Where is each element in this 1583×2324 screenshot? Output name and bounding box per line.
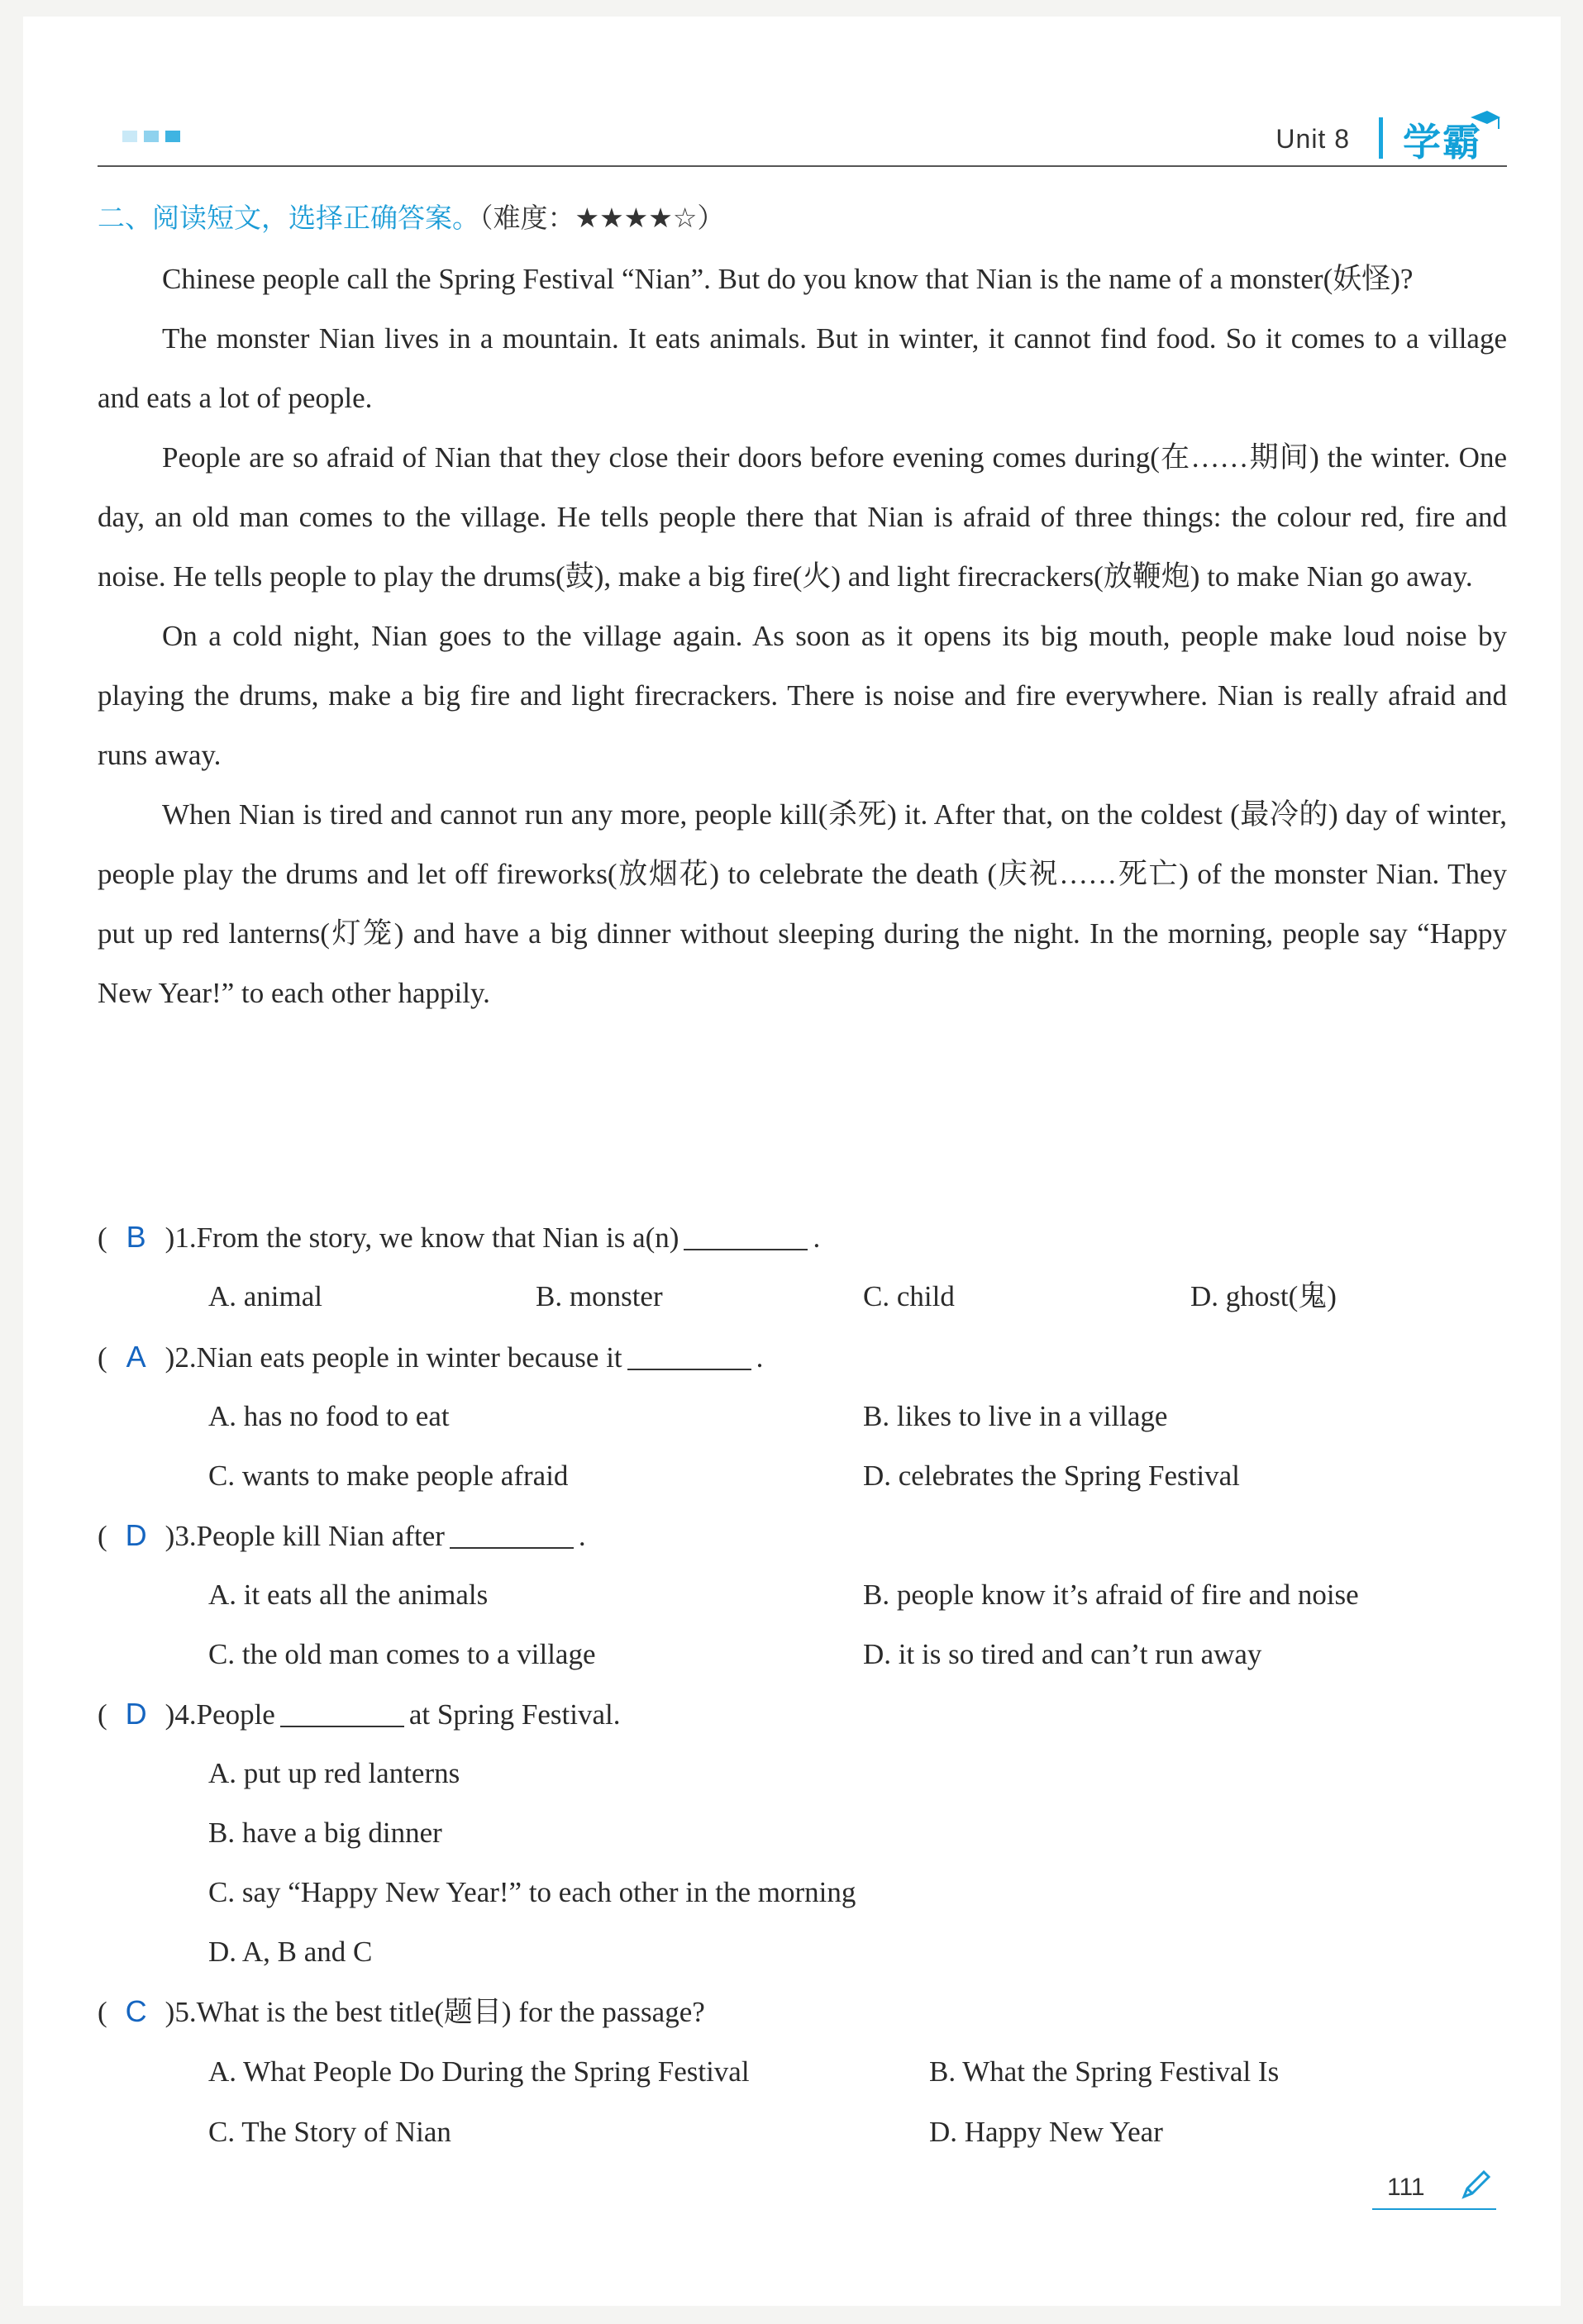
question-1: ( B )1.From the story, we know that Nian is a(n) .	[98, 1217, 820, 1259]
passage-paragraph: People are so afraid of Nian that they close their doors before evening comes during(在……期间) the winter. One day, an old man comes to the village. He tells people there that Nian is afraid of three things: the colour red, fire and noise. He tells people to play the drums(鼓), make a big fire(火) and light firecrackers(放鞭炮) to make Nian go away.	[98, 441, 1507, 593]
option-d[interactable]: D. celebrates the Spring Festival	[863, 1460, 1240, 1492]
header-decoration	[122, 131, 180, 142]
question-number: 1.	[174, 1222, 197, 1254]
section-title	[98, 197, 724, 236]
option-c[interactable]: C. wants to make people afraid	[208, 1460, 569, 1492]
answer-blank	[684, 1224, 808, 1250]
question-stem: Nian eats people in winter because it	[196, 1341, 622, 1374]
question-2: ( A )2.Nian eats people in winter because it .	[98, 1336, 763, 1379]
question-number: 3.	[174, 1520, 197, 1552]
answer-3[interactable]: D	[125, 1518, 147, 1552]
answer-blank	[627, 1344, 751, 1370]
question-5: ( C )5.What is the best title(题目) for the passage?	[98, 1991, 705, 2033]
workbook-page	[23, 17, 1561, 2306]
answer-2[interactable]: A	[126, 1340, 146, 1374]
question-number: 5.	[174, 1996, 197, 2028]
passage-paragraph: On a cold night, Nian goes to the village again. As soon as it opens its big mouth, people make loud noise by playing the drums, make a big fire and light firecrackers. There is noise and fire everywhere. Nian is really afraid and runs away.	[98, 620, 1507, 771]
option-a[interactable]: A. it eats all the animals	[208, 1579, 489, 1611]
question-number: 4.	[174, 1698, 197, 1731]
question-stem: From the story, we know that Nian is a(n)	[196, 1222, 679, 1254]
page-number: 111	[1387, 2174, 1425, 2201]
page-number-underline	[1372, 2208, 1496, 2210]
option-a[interactable]: A. animal	[208, 1280, 323, 1312]
option-b[interactable]: B. monster	[536, 1280, 663, 1312]
page-header	[98, 106, 1507, 167]
question-number: 2.	[174, 1341, 197, 1374]
answer-blank	[280, 1701, 404, 1727]
option-c[interactable]: C. say “Happy New Year!” to each other in the morning	[208, 1876, 856, 1908]
option-b[interactable]: B. likes to live in a village	[863, 1400, 1168, 1432]
option-a[interactable]: A. What People Do During the Spring Festival	[208, 2055, 750, 2088]
answer-5[interactable]: C	[125, 1994, 147, 2028]
answer-1[interactable]: B	[126, 1220, 146, 1254]
option-c[interactable]: C. the old man comes to a village	[208, 1638, 596, 1670]
unit-label: Unit 8	[1275, 124, 1350, 154]
question-stem: What is the best title(题目) for the passage?	[196, 1996, 705, 2028]
option-d[interactable]: D. A, B and C	[208, 1936, 373, 1968]
question-4: ( D )4.People at Spring Festival.	[98, 1693, 621, 1736]
option-d[interactable]: D. Happy New Year	[929, 2116, 1163, 2148]
graduation-cap-icon	[1469, 107, 1502, 132]
answer-4[interactable]: D	[125, 1697, 147, 1731]
reading-passage	[98, 250, 1507, 1023]
option-a[interactable]: A. has no food to eat	[208, 1400, 450, 1432]
answer-blank	[450, 1522, 574, 1549]
option-b[interactable]: B. have a big dinner	[208, 1817, 442, 1849]
question-3: ( D )3.People kill Nian after .	[98, 1515, 586, 1557]
passage-paragraph: When Nian is tired and cannot run any more, people kill(杀死) it. After that, on the coldest (最冷的) day of winter, people play the drums and let off fireworks(放烟花) to celebrate the death (庆祝……死亡) of the monster Nian. They put up red lanterns(灯笼) and have a big dinner without sleeping during the night. In the morning, people say “Happy New Year!” to each other happily.	[98, 798, 1507, 1009]
option-a[interactable]: A. put up red lanterns	[208, 1757, 460, 1789]
option-b[interactable]: B. What the Spring Festival Is	[929, 2055, 1280, 2088]
brand-divider	[1379, 117, 1383, 159]
pencil-icon	[1457, 2167, 1494, 2203]
section-title-text: 二、阅读短文，选择正确答案。	[98, 202, 479, 234]
option-d[interactable]: D. ghost(鬼)	[1190, 1280, 1337, 1312]
passage-paragraph: Chinese people call the Spring Festival “Nian”. But do you know that Nian is the name of a monster(妖怪)?	[162, 263, 1414, 295]
question-stem: People	[196, 1698, 275, 1731]
option-b[interactable]: B. people know it’s afraid of fire and noise	[863, 1579, 1359, 1611]
difficulty-rating: （难度：★★★★☆）	[479, 202, 725, 234]
option-c[interactable]: C. child	[863, 1280, 955, 1312]
option-c[interactable]: C. The Story of Nian	[208, 2116, 451, 2148]
brand-logo: 学霸	[1403, 120, 1482, 164]
passage-paragraph: The monster Nian lives in a mountain. It eats animals. But in winter, it cannot find food. So it comes to a village and eats a lot of people.	[98, 322, 1507, 414]
question-stem: People kill Nian after	[196, 1520, 445, 1552]
option-d[interactable]: D. it is so tired and can’t run away	[863, 1638, 1262, 1670]
